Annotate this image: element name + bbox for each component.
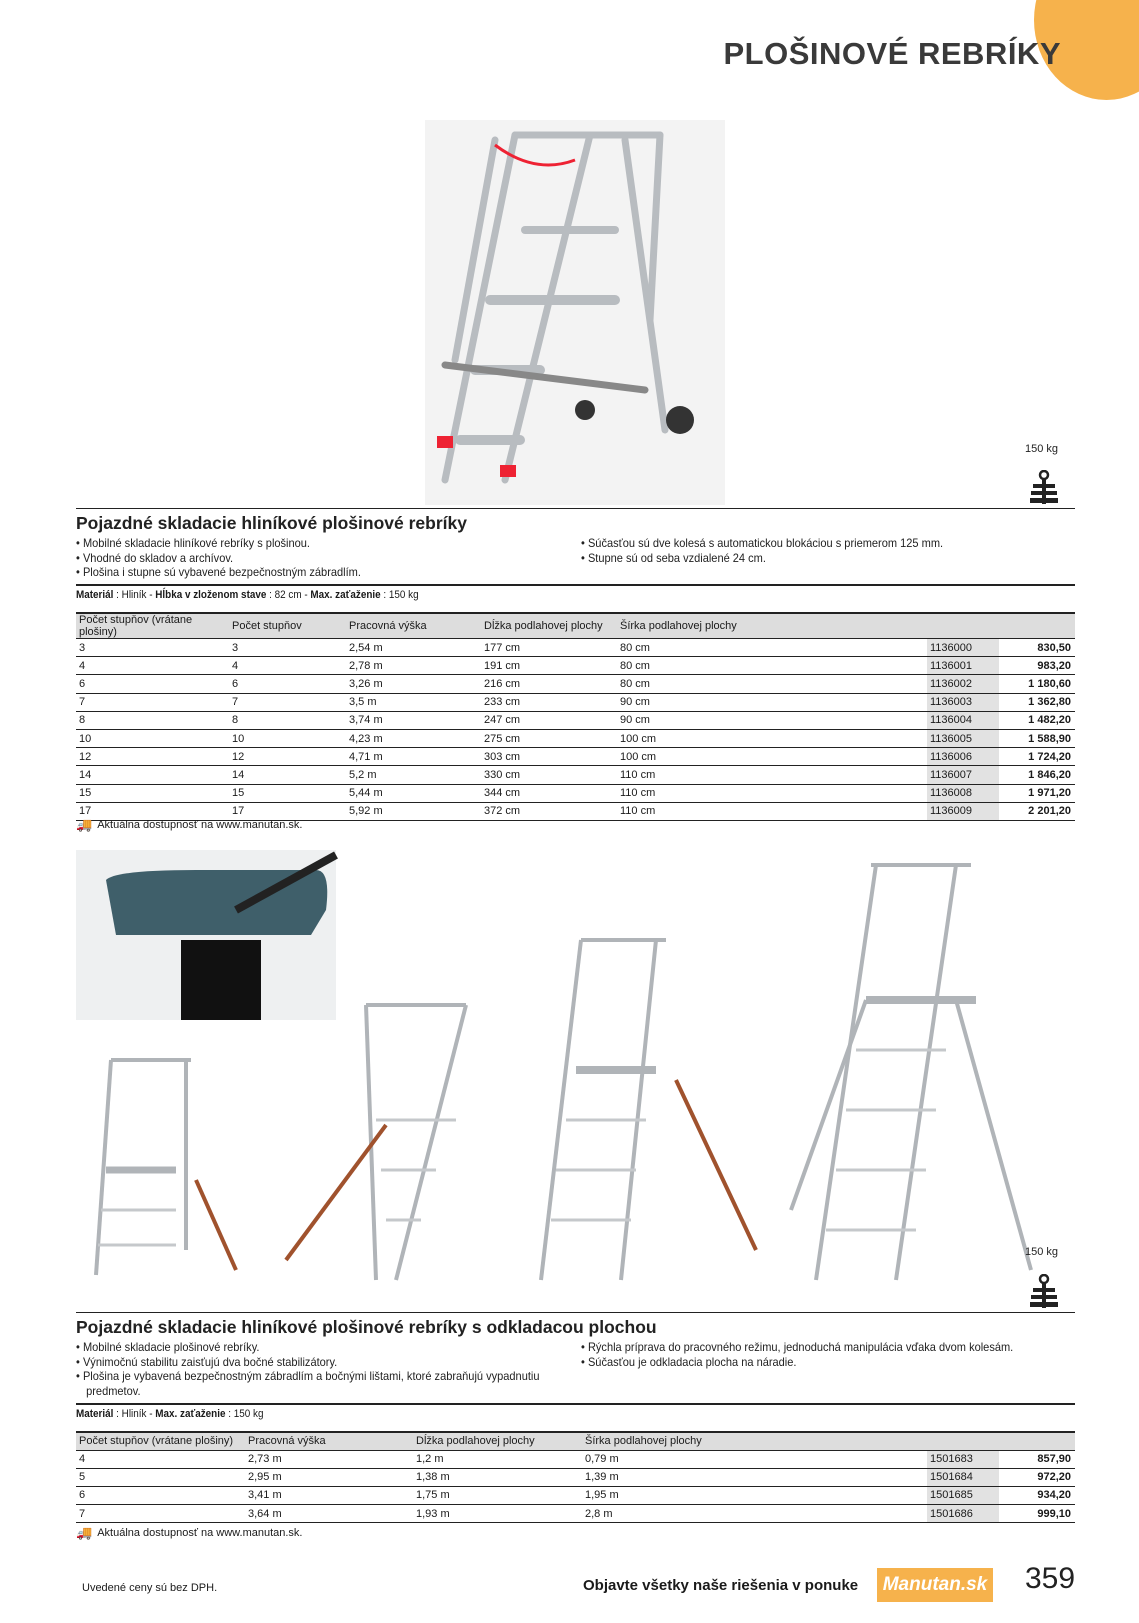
column-header-code [927, 614, 999, 639]
table-cell: 4 [229, 657, 346, 675]
price: 1 482,20 [999, 711, 1075, 729]
product-code[interactable]: 1136006 [927, 748, 999, 766]
table-cell: 8 [76, 711, 229, 729]
table-cell: 110 cm [617, 784, 927, 802]
table-cell: 100 cm [617, 748, 927, 766]
table-cell: 3 [76, 639, 229, 657]
availability-link[interactable]: Aktuálna dostupnosť na www.manutan.sk. [97, 819, 303, 831]
divider [76, 1403, 1075, 1405]
table-row [76, 693, 1075, 711]
table-cell: 2,78 m [346, 657, 481, 675]
product-code[interactable]: 1501684 [927, 1468, 999, 1486]
product-code[interactable]: 1501685 [927, 1486, 999, 1504]
truck-icon: 🚚 [76, 1525, 93, 1540]
table-cell: 275 cm [481, 729, 617, 747]
product-code[interactable]: 1136004 [927, 711, 999, 729]
table-cell: 4,23 m [346, 729, 481, 747]
product-code[interactable]: 1136002 [927, 675, 999, 693]
product-title: Pojazdné skladacie hliníkové plošinové rebríky [76, 513, 467, 533]
column-header: Dĺžka podlahovej plochy [481, 614, 617, 639]
table-cell: 110 cm [617, 802, 927, 820]
column-header: Počet stupňov (vrátane plošiny) [76, 614, 229, 639]
table-cell: 2,73 m [245, 1450, 413, 1468]
table-row [76, 1468, 1075, 1486]
product-image-platform-ladder [425, 120, 725, 505]
table-cell: 233 cm [481, 693, 617, 711]
column-header: Pracovná výška [245, 1433, 413, 1450]
product-code[interactable]: 1136003 [927, 693, 999, 711]
feature-item: • Výnimočnú stabilitu zaisťujú dva bočné stabilizátory. [76, 1354, 338, 1369]
page-title: PLOŠINOVÉ REBRÍKY [723, 36, 1061, 71]
feature-item: • Súčasťou je odkladacia plocha na náradie. [581, 1354, 797, 1369]
availability-note [76, 817, 303, 833]
feature-list-left [76, 1340, 554, 1398]
table-cell: 17 [76, 802, 229, 820]
table-cell: 14 [76, 766, 229, 784]
table-row [76, 1486, 1075, 1504]
product-table-2 [76, 1433, 1075, 1523]
feature-item: • Súčasťou sú dve kolesá s automatickou blokáciou s priemerom 125 mm. [581, 536, 944, 550]
table-cell: 6 [76, 675, 229, 693]
table-cell: 4 [76, 1450, 245, 1468]
table-cell: 14 [229, 766, 346, 784]
table-cell: 1,75 m [413, 1486, 582, 1504]
feature-item: • Mobilné skladacie plošinové rebríky. [76, 1340, 260, 1354]
table-row [76, 711, 1075, 729]
feature-item: • Mobilné skladacie hliníkové rebríky s plošinou. [76, 536, 310, 550]
table-cell: 1,38 m [413, 1468, 582, 1486]
table-cell: 3,5 m [346, 693, 481, 711]
price: 1 971,20 [999, 784, 1075, 802]
spec-line: Materiál : Hliník - Hĺbka v zloženom stave : 82 cm - Max. zaťaženie : 150 kg [76, 589, 419, 601]
table-cell: 10 [229, 729, 346, 747]
divider [76, 1312, 1075, 1313]
table-cell: 5,2 m [346, 766, 481, 784]
product-code[interactable]: 1136005 [927, 729, 999, 747]
table-row [76, 675, 1075, 693]
weight-icon [1030, 1274, 1058, 1308]
max-load-label: 150 kg [1025, 443, 1059, 455]
price: 1 846,20 [999, 766, 1075, 784]
table-cell: 372 cm [481, 802, 617, 820]
divider [76, 508, 1075, 509]
column-header: Počet stupňov (vrátane plošiny) [76, 1433, 245, 1450]
table-cell: 80 cm [617, 657, 927, 675]
table-cell: 8 [229, 711, 346, 729]
feature-list-right [581, 1340, 1032, 1369]
table-cell: 7 [229, 693, 346, 711]
table-cell: 303 cm [481, 748, 617, 766]
price-note: Uvedené ceny sú bez DPH. [82, 1582, 218, 1594]
table-row [76, 1450, 1075, 1468]
table-cell: 3 [229, 639, 346, 657]
product-code[interactable]: 1501686 [927, 1505, 999, 1523]
table-cell: 6 [229, 675, 346, 693]
table-row [76, 748, 1075, 766]
product-images-ladders-with-tray [76, 850, 1076, 1295]
table-cell: 100 cm [617, 729, 927, 747]
table-cell: 4 [76, 657, 229, 675]
table-cell: 247 cm [481, 711, 617, 729]
table-cell: 5 [76, 1468, 245, 1486]
table-cell: 177 cm [481, 639, 617, 657]
table-cell: 90 cm [617, 711, 927, 729]
column-header: Počet stupňov [229, 614, 346, 639]
table-cell: 2,95 m [245, 1468, 413, 1486]
weight-icon [1030, 470, 1058, 504]
feature-item: • Plošina je vybavená bezpečnostným zábradlím a bočnými lištami, ktoré zabraňujú vypadnutiu predmetov. [76, 1369, 540, 1398]
product-code[interactable]: 1136000 [927, 639, 999, 657]
feature-item: • Stupne sú od seba vzdialené 24 cm. [581, 550, 766, 565]
table-cell: 1,93 m [413, 1505, 582, 1523]
table-cell: 3,26 m [346, 675, 481, 693]
table-row [76, 784, 1075, 802]
product-table-1 [76, 614, 1075, 821]
availability-link[interactable]: Aktuálna dostupnosť na www.manutan.sk. [97, 1527, 303, 1539]
column-header-price [999, 1433, 1075, 1450]
table-cell: 12 [76, 748, 229, 766]
table-cell: 344 cm [481, 784, 617, 802]
feature-item: • Plošina i stupne sú vybavené bezpečnostným zábradlím. [76, 565, 361, 579]
column-header-code [927, 1433, 999, 1450]
max-load-label: 150 kg [1025, 1246, 1059, 1258]
table-cell: 6 [76, 1486, 245, 1504]
table-cell: 7 [76, 1505, 245, 1523]
table-row [76, 657, 1075, 675]
manutan-logo[interactable]: Manutan.sk [877, 1568, 993, 1602]
table-cell: 2,8 m [582, 1505, 927, 1523]
column-header: Šírka podlahovej plochy [582, 1433, 927, 1450]
table-cell: 90 cm [617, 693, 927, 711]
table-cell: 80 cm [617, 639, 927, 657]
column-header-price [999, 614, 1075, 639]
feature-list-left [76, 536, 554, 580]
table-cell: 110 cm [617, 766, 927, 784]
table-cell: 12 [229, 748, 346, 766]
table-cell: 0,79 m [582, 1450, 927, 1468]
table-cell: 7 [76, 693, 229, 711]
table-row [76, 766, 1075, 784]
price: 830,50 [999, 639, 1075, 657]
table-cell: 15 [229, 784, 346, 802]
table-cell: 10 [76, 729, 229, 747]
price: 1 362,80 [999, 693, 1075, 711]
product-code[interactable]: 1136001 [927, 657, 999, 675]
table-cell: 5,44 m [346, 784, 481, 802]
product-code[interactable]: 1136008 [927, 784, 999, 802]
divider [76, 584, 1075, 586]
availability-note [76, 1525, 303, 1541]
footer-cta: Objavte všetky naše riešenia v ponuke [583, 1577, 859, 1594]
product-code[interactable]: 1136007 [927, 766, 999, 784]
table-cell: 3,64 m [245, 1505, 413, 1523]
table-cell: 330 cm [481, 766, 617, 784]
price: 934,20 [999, 1486, 1075, 1504]
table-cell: 80 cm [617, 675, 927, 693]
price: 2 201,20 [999, 802, 1075, 820]
table-cell: 3,74 m [346, 711, 481, 729]
table-row [76, 729, 1075, 747]
table-cell: 1,2 m [413, 1450, 582, 1468]
price: 972,20 [999, 1468, 1075, 1486]
table-row [76, 1505, 1075, 1523]
product-code[interactable]: 1501683 [927, 1450, 999, 1468]
spec-line: Materiál : Hliník - Max. zaťaženie : 150 kg [76, 1408, 264, 1420]
truck-icon: 🚚 [76, 817, 93, 832]
page-number: 359 [1025, 1562, 1076, 1595]
column-header: Pracovná výška [346, 614, 481, 639]
table-cell: 17 [229, 802, 346, 820]
product-code[interactable]: 1136009 [927, 802, 999, 820]
price: 999,10 [999, 1505, 1075, 1523]
table-cell: 15 [76, 784, 229, 802]
price: 1 588,90 [999, 729, 1075, 747]
column-header: Dĺžka podlahovej plochy [413, 1433, 582, 1450]
table-cell: 2,54 m [346, 639, 481, 657]
table-cell: 191 cm [481, 657, 617, 675]
product-title: Pojazdné skladacie hliníkové plošinové rebríky s odkladacou plochou [76, 1317, 657, 1337]
price: 857,90 [999, 1450, 1075, 1468]
feature-list-right [581, 536, 1041, 565]
table-cell: 5,92 m [346, 802, 481, 820]
table-cell: 3,41 m [245, 1486, 413, 1504]
table-row [76, 639, 1075, 657]
table-cell: 1,39 m [582, 1468, 927, 1486]
price: 1 724,20 [999, 748, 1075, 766]
table-cell: 216 cm [481, 675, 617, 693]
price: 983,20 [999, 657, 1075, 675]
table-cell: 4,71 m [346, 748, 481, 766]
column-header: Šírka podlahovej plochy [617, 614, 927, 639]
price: 1 180,60 [999, 675, 1075, 693]
table-cell: 1,95 m [582, 1486, 927, 1504]
feature-item: • Vhodné do skladov a archívov. [76, 550, 234, 565]
feature-item: • Rýchla príprava do pracovného režimu, jednoduchá manipulácia vďaka dvom kolesám. [581, 1340, 1014, 1354]
